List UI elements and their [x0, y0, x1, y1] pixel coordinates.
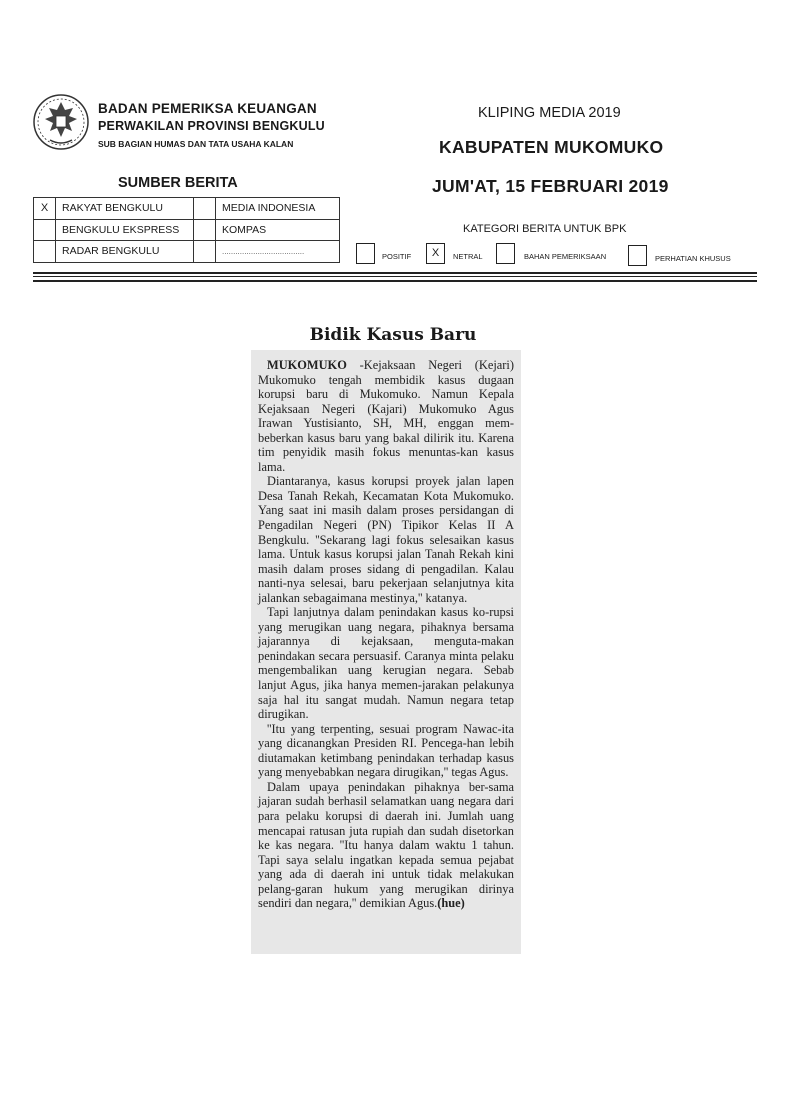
source-check[interactable] — [194, 219, 216, 241]
article-paragraph — [258, 780, 514, 911]
source-other-blank: ..................................... — [216, 241, 340, 263]
category-label-netral: NETRAL — [453, 252, 483, 261]
source-check[interactable] — [34, 219, 56, 241]
source-check[interactable] — [34, 241, 56, 263]
source-name: RAKYAT BENGKULU — [56, 198, 194, 220]
article-paragraph: ''Itu yang terpenting, sesuai program Nawac-ita yang dicanangkan Presiden RI. Pencega-han lebih diutamakan ketimbang penindakan terhadap kasus yang menyebabkan negara dirugikan,'' tegas Agus. — [258, 721, 514, 780]
source-name: MEDIA INDONESIA — [216, 198, 340, 220]
source-check[interactable] — [194, 241, 216, 263]
article-byline: (hue) — [437, 896, 465, 911]
date-title: JUM'AT, 15 FEBRUARI 2019 — [432, 176, 669, 196]
divider-rule — [33, 276, 757, 277]
category-title: KATEGORI BERITA UNTUK BPK — [463, 223, 627, 235]
category-checkbox-positif[interactable] — [356, 243, 375, 264]
source-name: KOMPAS — [216, 219, 340, 241]
article-paragraph — [258, 358, 514, 474]
source-row — [34, 241, 340, 263]
org-name: BADAN PEMERIKSA KEUANGAN — [98, 101, 317, 116]
article-text: -Kejaksaan Negeri (Kejari) Mukomuko tengah membidik kasus dugaan korupsi baru di Mukomuko. Namun Kepala Kejaksaan Negeri (Kajari) Mukomuko Agus Irawan Yustisianto, SH, MH, enggan mem-beberkan kasus baru yang bakal dilirik itu. Karena tim penyidik masih fokus menuntas-kan kasus lama. — [258, 358, 514, 474]
source-check[interactable] — [194, 198, 216, 220]
org-division: SUB BAGIAN HUMAS DAN TATA USAHA KALAN — [98, 139, 294, 149]
category-checkbox-bahan-pemeriksaan[interactable] — [496, 243, 515, 264]
article-body — [258, 358, 514, 911]
divider-rule — [33, 272, 757, 274]
source-name: BENGKULU EKSPRESS — [56, 219, 194, 241]
category-label-perhatian-khusus: PERHATIAN KHUSUS — [655, 254, 731, 263]
article-headline: Bidik Kasus Baru — [309, 325, 477, 345]
source-row — [34, 219, 340, 241]
category-label-bahan-pemeriksaan: BAHAN PEMERIKSAAN — [524, 252, 607, 261]
article-paragraph: Diantaranya, kasus korupsi proyek jalan lapen Desa Tanah Rekah, Kecamatan Kota Mukomuko. Yang saat ini masih dalam proses persidangan di Pengadilan Negeri (PN) Tipikor Kelas II A Bengkulu. ''Sekarang lagi fokus selesaikan kasus lama. Untuk kasus korupsi jalan Tanah Rekah kini masih dalam proses sidang di pengadilan. Kalau nanti-nya selesai, baru pekerjaan selanjutnya kita jalankan sebagaimana mestinya,'' katanya. — [258, 474, 514, 605]
divider-rule — [33, 280, 757, 282]
garuda-emblem-icon — [32, 92, 90, 152]
source-name: RADAR BENGKULU — [56, 241, 194, 263]
article-dateline: MUKOMUKO — [267, 358, 347, 372]
region-title: KABUPATEN MUKOMUKO — [439, 137, 664, 157]
org-branch: PERWAKILAN PROVINSI BENGKULU — [98, 119, 325, 133]
category-label-positif: POSITIF — [382, 252, 412, 261]
source-check[interactable]: X — [34, 198, 56, 220]
article-paragraph: Tapi lanjutnya dalam penindakan kasus ko-rupsi yang merugikan uang negara, pihaknya bersama jajarannya di kejaksaan, menguta-makan penindakan secara persuasif. Caranya minta pelaku mengembalikan uang kerugian negara. Sebab lanjut Agus, jika hanya memen-jarakan pelakunya saja hal itu sangat mudah. Namun negara tetap dirugikan. — [258, 605, 514, 722]
source-row — [34, 198, 340, 220]
category-checkbox-netral[interactable]: X — [426, 243, 445, 264]
article-text: Dalam upaya penindakan pihaknya ber-sama jajaran sudah berhasil selamatkan uang negara dari para pelaku korupsi di daerah ini. Jumlah uang mencapai ratusan juta rupiah dan sudah disetorkan ke kas negara. ''Itu hanya dalam waktu 1 tahun. Tapi saya selalu ingatkan kepada semua pejabat yang ada di daerah ini untuk tidak melakukan pelang-garan hukum yang merugikan dirinya sendiri dan negara,'' demikian Agus. — [258, 779, 514, 911]
kliping-title: KLIPING MEDIA 2019 — [478, 105, 621, 121]
source-table — [33, 197, 340, 263]
source-title: SUMBER BERITA — [118, 175, 238, 191]
category-checkbox-perhatian-khusus[interactable] — [628, 245, 647, 266]
